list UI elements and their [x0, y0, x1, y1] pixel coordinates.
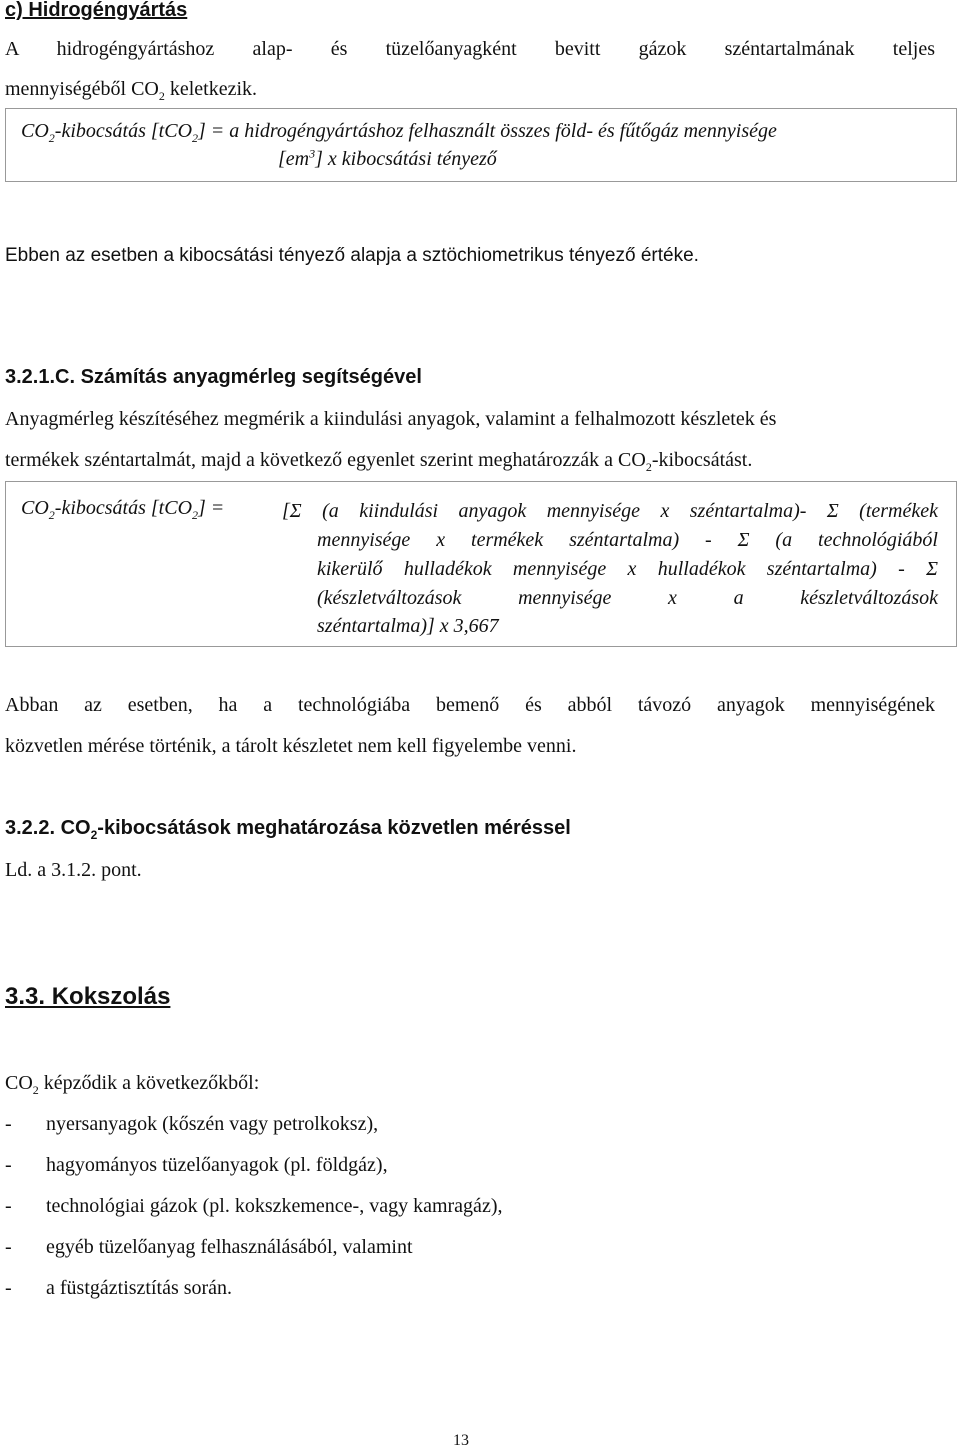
formula-box-mass-balance	[5, 481, 957, 647]
paragraph-line: termékek széntartalmát, majd a következő egyenlet szerint meghatározzák a $CO_2$-kibocsátást.	[5, 449, 753, 474]
section-heading-3-2-1-c: 3.2.1.C. Számítás anyagmérleg segítségével	[5, 366, 422, 388]
formula-line: széntartalma)] x 3,667	[317, 615, 499, 637]
paragraph-line: A hidrogéngyártáshoz alap- és tüzelőanyagként bevitt gázok széntartalmának teljes	[5, 38, 935, 60]
formula-label: $CO_2$-kibocsátás [tCO$_2$] =	[21, 497, 225, 522]
formula-line: $CO_2$-kibocsátás [tCO$_2$] = a hidrogéngyártáshoz felhasznált összes föld- és fűtőgáz mennyisége	[21, 120, 777, 145]
paragraph-line: mennyiségéből $CO_2$ keletkezik.	[5, 78, 258, 103]
formula-line: [Σ (a kiindulási anyagok mennyisége x széntartalma)- Σ (termékek	[282, 500, 938, 522]
section-heading-hidrogengyartas: c) Hidrogéngyártás	[5, 0, 188, 21]
section-heading-3-2-2: 3.2.2. $CO_2$-kibocsátások meghatározása közvetlen méréssel	[5, 817, 571, 842]
formula-box-hydrogen	[5, 108, 957, 182]
paragraph-line: Abban az esetben, ha a technológiába bemenő és abból távozó anyagok mennyiségének	[5, 694, 935, 716]
formula-line: $[em^3]$ x kibocsátási tényező	[278, 146, 497, 170]
section-heading-3-3: 3.3. Kokszolás	[5, 983, 171, 1010]
note-stoichiometric: Ebben az esetben a kibocsátási tényező alapja a sztöchiometrikus tényező értéke.	[5, 245, 699, 266]
paragraph-line: Anyagmérleg készítéséhez megmérik a kiindulási anyagok, valamint a felhalmozott készletek és	[5, 408, 777, 430]
page-number: 13	[453, 1432, 469, 1449]
reference-text: Ld. a 3.1.2. pont.	[5, 859, 142, 881]
paragraph-line: közvetlen mérése történik, a tárolt készletet nem kell figyelembe venni.	[5, 735, 577, 757]
formula-line: mennyisége x termékek széntartalma) - Σ (a technológiából	[317, 529, 938, 551]
list-intro: $CO_2$ képződik a következőkből:	[5, 1072, 260, 1097]
formula-line: kikerülő hulladékok mennyisége x hulladékok széntartalma) - Σ	[317, 558, 938, 580]
formula-line: (készletváltozások mennyisége x a készletváltozások	[317, 587, 938, 609]
